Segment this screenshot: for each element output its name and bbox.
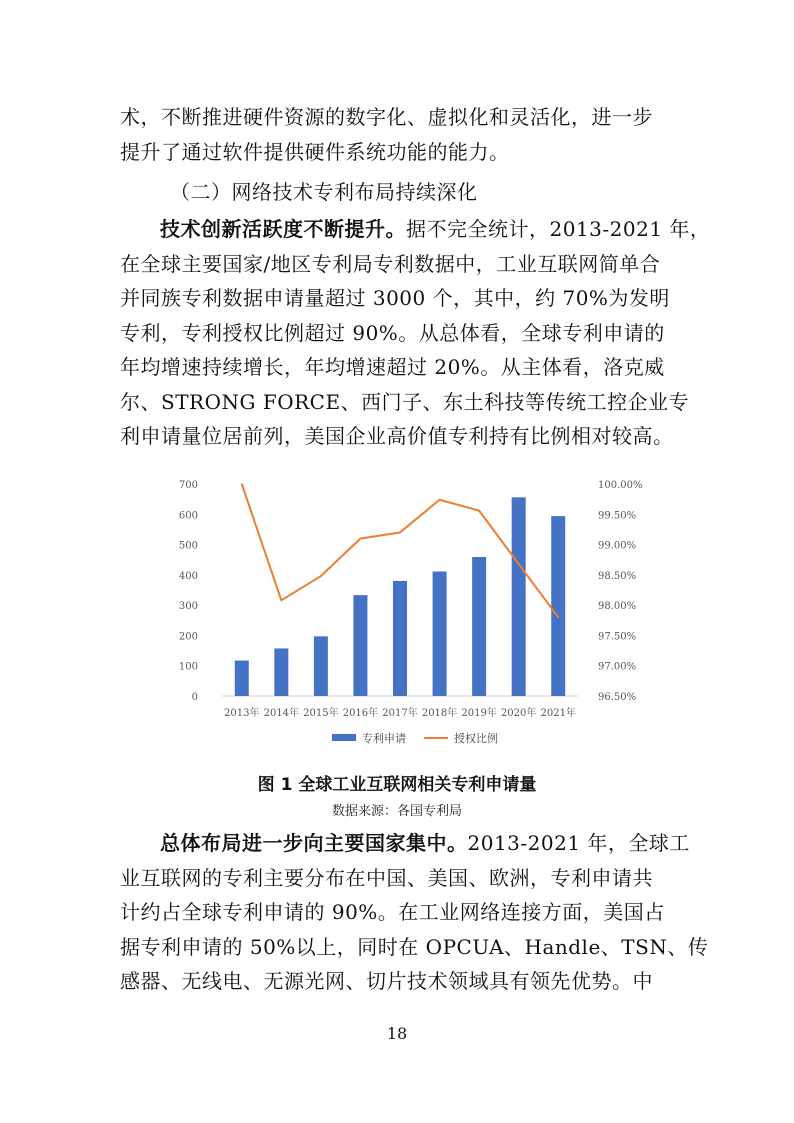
ratio-point xyxy=(399,532,401,534)
y-left-tick-label: 0 xyxy=(191,692,198,703)
text-line: 尔、STRONG FORCE、西门子、东土科技等传统工控企业专 xyxy=(120,389,690,414)
y-right-tick-label: 99.50% xyxy=(598,510,637,522)
text-line: 业互联网的专利主要分布在中国、美国、欧洲，专利申请共 xyxy=(120,865,653,890)
ratio-point xyxy=(557,616,559,618)
y-right-tick-label: 98.00% xyxy=(598,601,637,613)
y-right-tick-label: 97.50% xyxy=(598,631,637,643)
y-left-tick-label: 400 xyxy=(178,570,198,582)
text-line: 并同族专利数据申请量超过 3000 个，其中，约 70%为发明 xyxy=(120,286,670,310)
x-tick-label: 2021年 xyxy=(540,708,576,719)
paragraph-lead: 技术创新活跃度不断提升。 xyxy=(160,217,406,241)
text-line: 提升了通过软件提供硬件系统功能的能力。 xyxy=(120,139,510,164)
y-left-tick-label: 500 xyxy=(178,540,198,552)
bar xyxy=(512,497,526,696)
text-line: 据专利申请的 50%以上，同时在 OPCUA、Handle、TSN、传 xyxy=(120,934,709,959)
x-tick-label: 2016年 xyxy=(342,708,379,719)
text-line: 利申请量位居前列，美国企业高价值专利持有比例相对较高。 xyxy=(120,424,674,448)
legend-label: 专利申请 xyxy=(362,732,406,745)
text-line: 计约占全球专利申请的 90%。在工业网络连接方面，美国占 xyxy=(120,900,665,924)
y-left-tick-label: 700 xyxy=(178,480,198,491)
ratio-point xyxy=(281,599,283,601)
text-line: 在全球主要国家/地区专利局专利数据中，工业互联网简单合 xyxy=(120,251,661,276)
page-number: 18 xyxy=(386,1024,408,1043)
x-tick-label: 2013年 xyxy=(224,708,260,719)
ratio-point xyxy=(360,538,362,540)
bar xyxy=(353,595,367,696)
ratio-point xyxy=(241,483,243,485)
text-line: 感器、无线电、无源光网、切片技术领域具有领先优势。中 xyxy=(120,969,653,993)
x-tick-label: 2017年 xyxy=(382,708,418,719)
text-line: 术，不断推进硬件资源的数字化、虚拟化和灵活化，进一步 xyxy=(120,105,653,129)
bar xyxy=(235,661,249,696)
chart-svg xyxy=(172,470,668,762)
bar xyxy=(551,516,565,696)
x-tick-label: 2014年 xyxy=(263,708,300,719)
patent-chart xyxy=(172,470,668,762)
legend-label: 授权比例 xyxy=(454,732,498,745)
y-right-tick-label: 99.00% xyxy=(598,540,637,552)
paragraph-lead: 总体布局进一步向主要国家集中。 xyxy=(160,831,468,855)
text-span: 据不完全统计，2013-2021 年， xyxy=(406,217,711,241)
legend-swatch-bar xyxy=(332,734,356,741)
x-tick-label: 2019年 xyxy=(461,708,497,719)
ratio-point xyxy=(320,575,322,577)
text-line: 专利，专利授权比例超过 90%。从总体看，全球专利申请的 xyxy=(120,320,665,345)
y-left-tick-label: 100 xyxy=(178,661,198,673)
y-right-tick-label: 96.50% xyxy=(598,692,637,703)
ratio-point xyxy=(478,510,480,512)
paragraph-2 xyxy=(120,212,711,454)
bar xyxy=(393,581,407,696)
paragraph-3 xyxy=(120,826,709,999)
figure-caption: 图 1 全球工业互联网相关专利申请量 xyxy=(257,775,537,795)
y-left-tick-label: 300 xyxy=(178,601,198,613)
x-tick-label: 2018年 xyxy=(421,708,458,719)
bar xyxy=(274,648,288,696)
bar xyxy=(433,572,447,696)
section-heading: （二）网络技术专利布局持续深化 xyxy=(170,180,478,204)
text-line xyxy=(120,826,690,861)
text-line: 年均增速持续增长，年均增速超过 20%。从主体看，洛克威 xyxy=(120,355,665,379)
figure-source: 数据来源：各国专利局 xyxy=(331,804,462,819)
paragraph-1 xyxy=(120,100,680,169)
y-left-tick-label: 200 xyxy=(178,631,198,643)
y-right-tick-label: 97.00% xyxy=(598,661,637,673)
x-tick-label: 2015年 xyxy=(303,708,339,719)
y-right-tick-label: 100.00% xyxy=(598,480,643,491)
bar xyxy=(314,636,328,696)
ratio-point xyxy=(518,563,520,565)
ratio-point xyxy=(439,499,441,501)
x-tick-label: 2020年 xyxy=(500,708,537,719)
text-line xyxy=(120,212,711,247)
text-span: 2013-2021 年，全球工 xyxy=(467,831,690,855)
bar xyxy=(472,557,486,696)
y-left-tick-label: 600 xyxy=(178,510,198,522)
y-right-tick-label: 98.50% xyxy=(598,570,637,582)
